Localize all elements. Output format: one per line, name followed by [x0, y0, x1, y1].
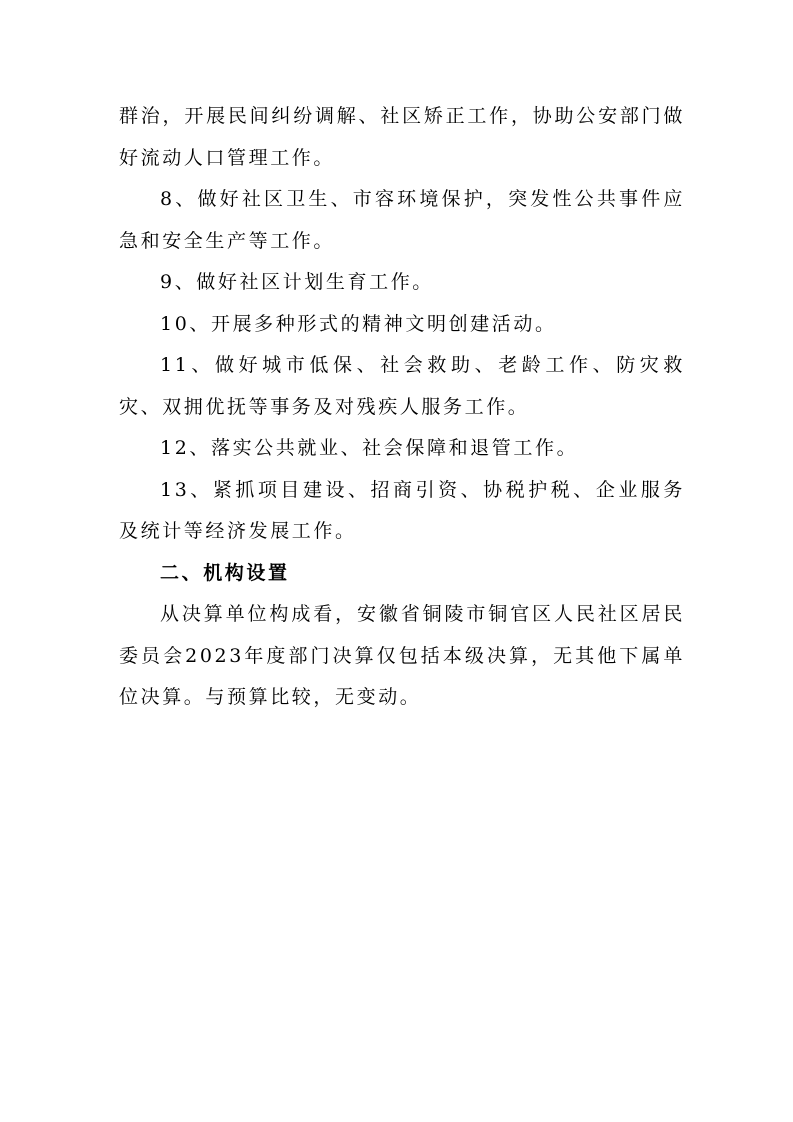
paragraph-item-9: 9、做好社区计划生育工作。 [160, 271, 434, 293]
document-body [119, 96, 685, 719]
paragraph-item-8: 8、做好社区卫生、市容环境保护，突发性公共事件应急和安全生产等工作。 [119, 188, 685, 252]
paragraph-item-13: 13、紧抓项目建设、招商引资、协税护税、企业服务及统计等经济发展工作。 [119, 478, 685, 542]
paragraph-item-11: 11、做好城市低保、社会救助、老龄工作、防灾救灾、双拥优抚等事务及对残疾人服务工作。 [119, 354, 685, 418]
paragraph-continuation: 群治，开展民间纠纷调解、社区矫正工作，协助公安部门做好流动人口管理工作。 [119, 105, 685, 169]
paragraph-item-10: 10、开展多种形式的精神文明创建活动。 [160, 312, 557, 335]
section-body: 从决算单位构成看，安徽省铜陵市铜官区人民社区居民委员会2023年度部门决算仅包括本级决算，无其他下属单位决算。与预算比较，无变动。 [119, 603, 685, 708]
section-heading: 二、机构设置 [160, 561, 290, 584]
paragraph-item-12: 12、落实公共就业、社会保障和退管工作。 [160, 437, 579, 459]
